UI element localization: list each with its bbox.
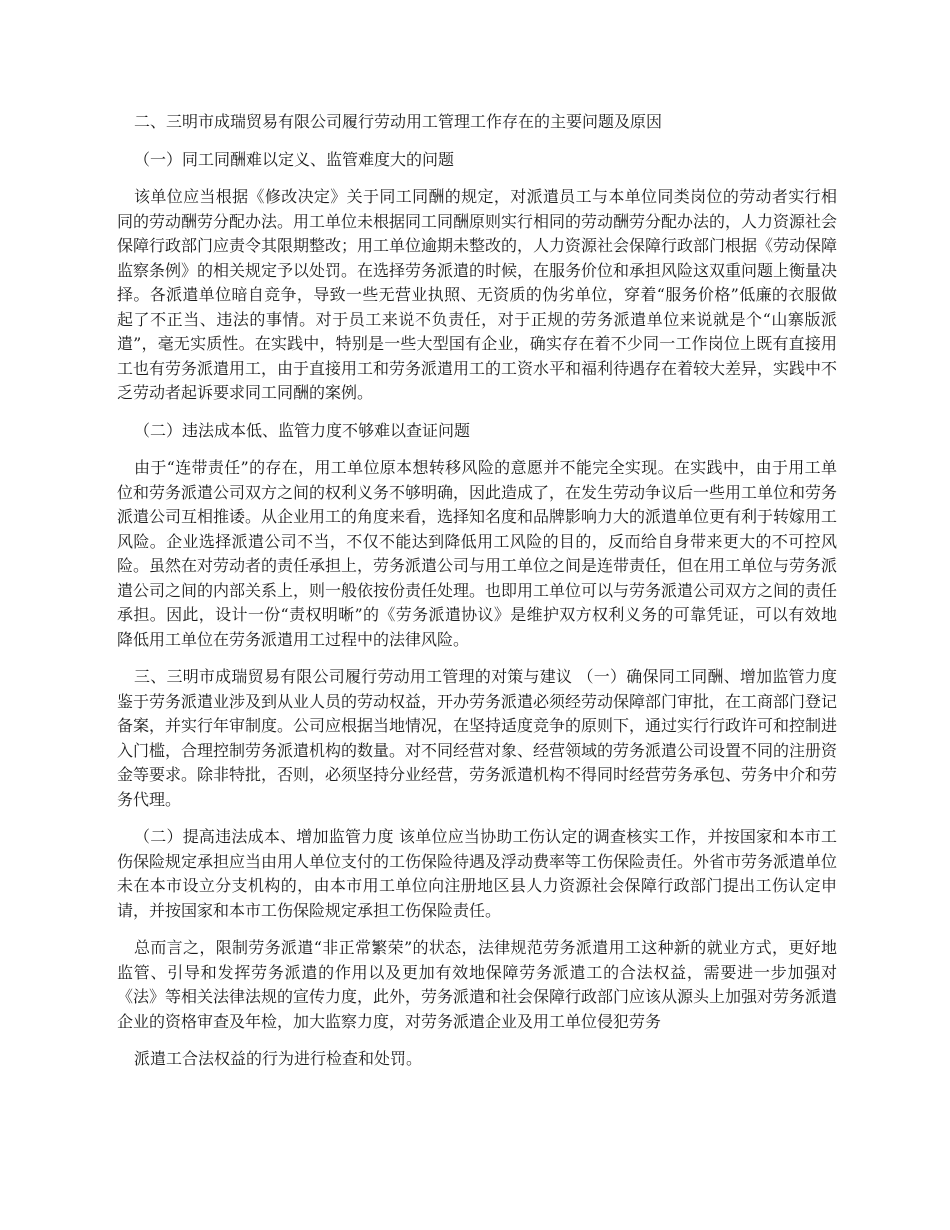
section-heading-2: 二、三明市成瑞贸易有限公司履行劳动用工管理工作存在的主要问题及原因: [134, 112, 663, 131]
paragraph: 该单位应当根据《修改决定》关于同工同酬的规定，对派遣员工与本单位同类岗位的劳动者实行相同的劳动酬劳分配办法。用工单位未根据同工同酬原则实行相同的劳动酬劳分配办法的，人力资源社会保障行政部门应责令其限期整改；用工单位逾期未整改的，人力资源社会保障行政部门根据《劳动保障监察条例》的相关规定予以处罚。在选择劳务派遣的时候，在服务价位和承担风险这双重问题上衡量决择。各派遣单位暗自竞争，导致一些无营业执照、无资质的伪劣单位，穿着“服务价格”低廉的衣服做起了不正当、违法的事情。对于员工来说不负责任，对于正规的劳务派遣单位来说就是个“山寨版派遣”，毫无实质性。在实践中，特别是一些大型国有企业，确实存在着不少同一工作岗位上既有直接用工也有劳务派遣用工，由于直接用工和劳务派遣用工的工资水平和福利待遇存在着较大差异，实践中不乏劳动者起诉要求同工同酬的案例。: [117, 187, 838, 402]
subsection-heading-2-1: （一）同工同酬难以定义、监管难度大的问题: [134, 149, 455, 169]
conclusion-paragraph: 总而言之，限制劳务派遣“非正常繁荣”的状态，法律规范劳务派遣用工这种新的就业方式，更好地监管、引导和发挥劳务派遣的作用以及更加有效地保障劳务派遣工的合法权益，需要进一步加强对《法》等相关法律法规的宣传力度，此外，劳务派遣和社会保障行政部门应该从源头上加强对劳务派遣企业的资格审查及年检，加大监察力度，对劳务派遣企业及用工单位侵犯劳务: [117, 938, 838, 1031]
final-paragraph: 派遣工合法权益的行为进行检查和处罚。: [134, 1049, 423, 1068]
section-3-paragraph: 三、三明市成瑞贸易有限公司履行劳动用工管理的对策与建议 （一）确保同工同酬、增加监管力度 鉴于劳务派遣业涉及到从业人员的劳动权益，开办劳务派遣必须经劳动保障部门审批，在工商部门登记备案，并实行年审制度。公司应根据当地情况，在坚持适度竞争的原则下，通过实行行政许可和控制进入门槛，合理控制劳务派遣机构的数量。对不同经营对象、经营领域的劳务派遣公司设置不同的注册资金等要求。除非特批，否则，必须坚持分业经营，劳务派遣机构不得同时经营劳务承包、劳务中介和劳务代理。: [117, 667, 838, 809]
subsection-heading-2-2: （二）违法成本低、监管力度不够难以查证问题: [134, 420, 471, 440]
section-3-2-paragraph: （二）提高违法成本、增加监管力度 该单位应当协助工伤认定的调查核实工作，并按国家和本市工伤保险规定承担应当由用人单位支付的工伤保险待遇及浮动费率等工伤保险责任。外省市劳务派遣单位未在本市设立分支机构的，由本市用工单位向注册地区县人力资源社会保障行政部门提出工伤认定申请，并按国家和本市工伤保险规定承担工伤保险责任。: [117, 827, 838, 920]
document-body: [117, 110, 837, 1085]
paragraph: 由于“连带责任”的存在，用工单位原本想转移风险的意愿并不能完全实现。在实践中，由于用工单位和劳务派遣公司双方之间的权利义务不够明确，因此造成了，在发生劳动争议后一些用工单位和劳务派遣公司互相推诿。从企业用工的角度来看，选择知名度和品牌影响力大的派遣单位更有利于转嫁用工风险。企业选择派遣公司不当，不仅不能达到降低用工风险的目的，反而给自身带来更大的不可控风险。虽然在对劳动者的责任承担上，劳务派遣公司与用工单位之间是连带责任，但在用工单位与劳务派遣公司之间的内部关系上，则一般依按份责任处理。也即用工单位可以与劳务派遣公司双方之间的责任承担。因此，设计一份“责权明晰”的《劳务派遣协议》是维护双方权利义务的可靠凭证，可以有效地降低用工单位在劳务派遣用工过程中的法律风险。: [117, 458, 838, 649]
